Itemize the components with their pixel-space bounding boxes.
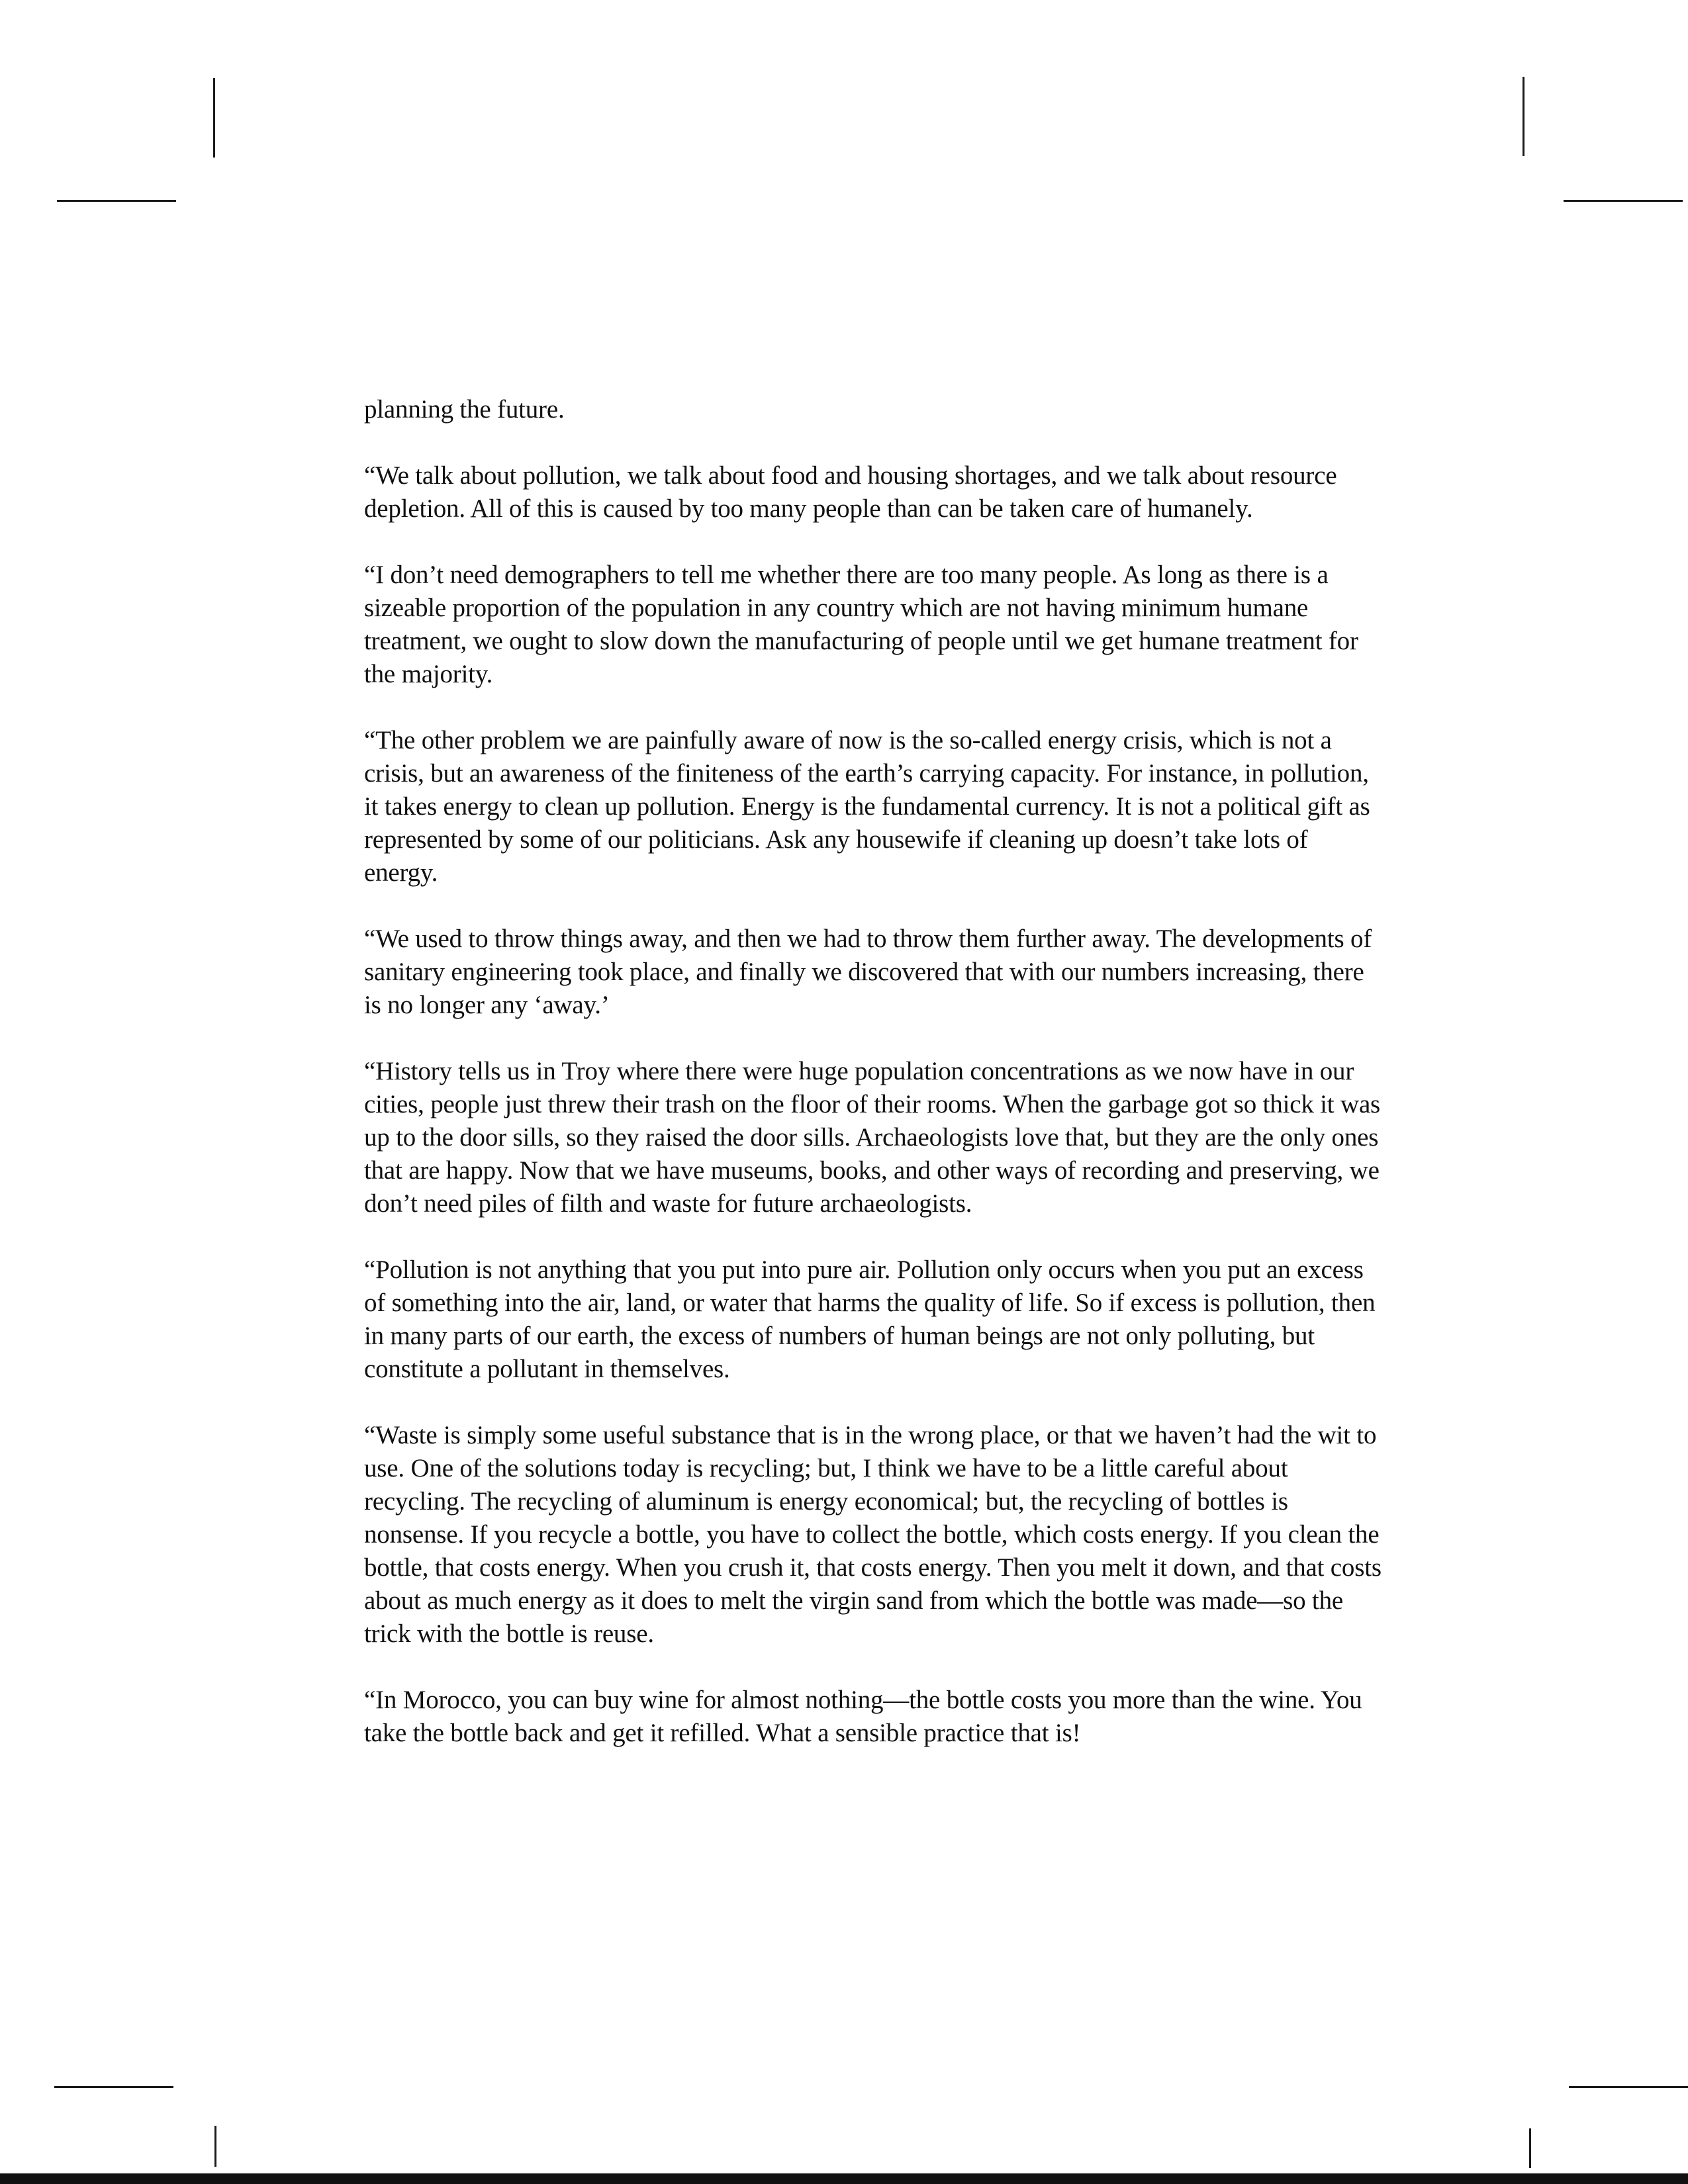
- crop-mark-top-right-vertical: [1523, 77, 1524, 156]
- crop-mark-top-left-horizontal: [57, 200, 176, 202]
- paragraph: “The other problem we are painfully aware of now is the so-called energy crisis, which is not a crisis, but an awareness of the finiteness of the earth’s carrying capacity. For instance, in pollution, it takes energy to clean up pollution. Energy is the fundamental currency. It is not a political gift as represented by some of our politicians. Ask any housewife if cleaning up doesn’t take lots of energy.: [364, 726, 1370, 887]
- paragraph: “We talk about pollution, we talk about food and housing shortages, and we talk about resource depletion. All of this is caused by too many people than can be taken care of humanely.: [364, 461, 1337, 523]
- crop-mark-bottom-left-vertical: [214, 2126, 216, 2167]
- paragraph: “I don’t need demographers to tell me whether there are too many people. As long as there is a sizeable proportion of the population in any country which are not having minimum humane treatment, we ought to slow down the manufacturing of people until we get humane treatment for the majority.: [364, 561, 1358, 688]
- paragraph: “History tells us in Troy where there were huge population concentrations as we now have in our cities, people just threw their trash on the floor of their rooms. When the garbage got so thick it was up to the door sills, so they raised the door sills. Archaeologists love that, but they are the only ones that are happy. Now that we have museums, books, and other ways of recording and preserving, we don’t need piles of filth and waste for future archaeologists.: [364, 1057, 1381, 1218]
- crop-mark-top-left-vertical: [213, 78, 215, 158]
- document-body: [364, 393, 1383, 1783]
- crop-mark-bottom-left-horizontal: [54, 2086, 173, 2088]
- paragraph: “We used to throw things away, and then we had to throw them further away. The developments of sanitary engineering took place, and finally we discovered that with our numbers increasing, there is no longer any ‘away.’: [364, 925, 1372, 1019]
- paragraph: “Pollution is not anything that you put into pure air. Pollution only occurs when you put an excess of something into the air, land, or water that harms the quality of life. So if excess is pollution, then in many parts of our earth, the excess of numbers of human beings are not only polluting, but constitute a pollutant in themselves.: [364, 1255, 1376, 1383]
- crop-mark-bottom-right-vertical: [1529, 2128, 1531, 2168]
- crop-mark-bottom-right-horizontal: [1569, 2086, 1688, 2088]
- paragraph: “In Morocco, you can buy wine for almost nothing—the bottle costs you more than the wine. You take the bottle back and get it refilled. What a sensible practice that is!: [364, 1686, 1362, 1747]
- paragraph: “Waste is simply some useful substance that is in the wrong place, or that we haven’t had the wit to use. One of the solutions today is recycling; but, I think we have to be a little careful about recycling. The recycling of aluminum is energy economical; but, the recycling of bottles is nonsense. If you recycle a bottle, you have to collect the bottle, which costs energy. If you clean the bottle, that costs energy. When you crush it, that costs energy. Then you melt it down, and that costs about as much energy as it does to melt the virgin sand from which the bottle was made—so the trick with the bottle is reuse.: [364, 1421, 1382, 1648]
- scan-bottom-edge: [0, 2173, 1688, 2184]
- crop-mark-top-right-horizontal: [1564, 200, 1683, 202]
- paragraph: planning the future.: [364, 395, 565, 424]
